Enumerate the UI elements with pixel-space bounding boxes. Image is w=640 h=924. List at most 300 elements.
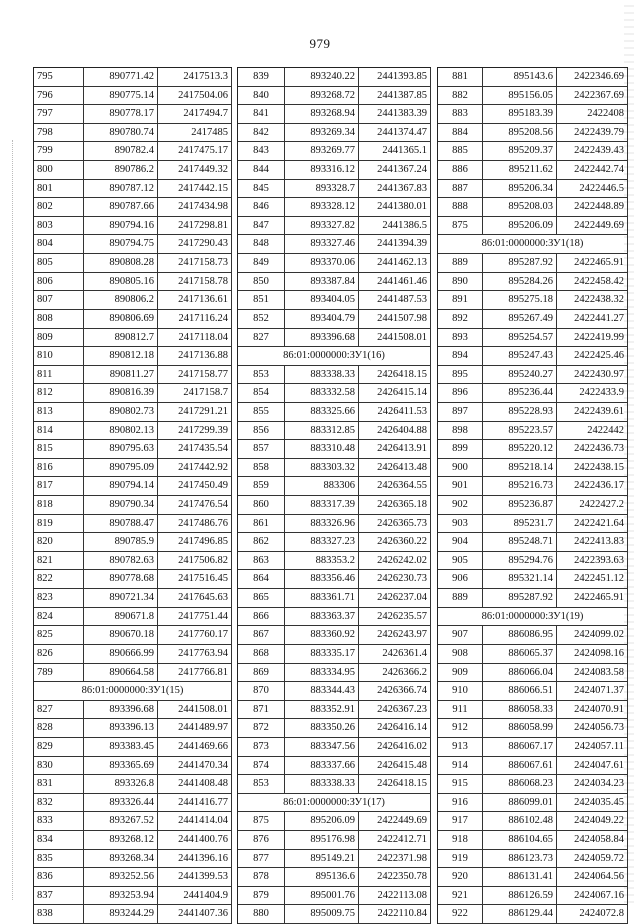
- y-coordinate-cell: 2441462.13: [359, 254, 431, 272]
- point-number-cell: 903: [438, 515, 483, 533]
- x-coordinate-cell: 883306: [285, 477, 359, 495]
- y-coordinate-cell: 2417118.04: [158, 329, 232, 347]
- point-number-cell: 920: [438, 868, 483, 886]
- y-coordinate-cell: 2417506.82: [158, 552, 232, 570]
- y-coordinate-cell: 2422346.69: [557, 68, 628, 86]
- table-row: [34, 235, 232, 254]
- point-number-cell: 912: [438, 719, 483, 737]
- y-coordinate-cell: 2441386.5: [359, 217, 431, 235]
- x-coordinate-cell: 890794.75: [84, 235, 158, 253]
- point-number-cell: 828: [34, 719, 84, 737]
- point-number-cell: 826: [34, 645, 84, 663]
- table-row: [34, 570, 232, 589]
- table-row: [34, 701, 232, 720]
- point-number-cell: 858: [238, 459, 285, 477]
- point-number-cell: 841: [238, 105, 285, 123]
- x-coordinate-cell: 883317.39: [285, 496, 359, 514]
- table-row: [238, 812, 431, 831]
- x-coordinate-cell: 886131.41: [483, 868, 557, 886]
- parcel-section-heading: [438, 608, 628, 627]
- x-coordinate-cell: 890790.34: [84, 496, 158, 514]
- y-coordinate-cell: 2441393.85: [359, 68, 431, 86]
- point-number-cell: 884: [438, 124, 483, 142]
- table-row: [34, 142, 232, 161]
- table-row: [438, 868, 628, 887]
- table-row: [438, 477, 628, 496]
- x-coordinate-cell: 886058.99: [483, 719, 557, 737]
- x-coordinate-cell: 893326.44: [84, 794, 158, 812]
- table-row: [238, 645, 431, 664]
- point-number-cell: 820: [34, 533, 84, 551]
- table-row: [438, 105, 628, 124]
- table-row: [238, 757, 431, 776]
- x-coordinate-cell: 883325.66: [285, 403, 359, 421]
- y-coordinate-cell: 2422458.42: [557, 273, 628, 291]
- point-number-cell: 824: [34, 608, 84, 626]
- y-coordinate-cell: 2422421.64: [557, 515, 628, 533]
- x-coordinate-cell: 890816.39: [84, 384, 158, 402]
- x-coordinate-cell: 893396.68: [285, 329, 359, 347]
- y-coordinate-cell: 2441367.83: [359, 180, 431, 198]
- table-row: [34, 217, 232, 236]
- table-row: [238, 273, 431, 292]
- y-coordinate-cell: 2422436.73: [557, 440, 628, 458]
- x-coordinate-cell: 890666.99: [84, 645, 158, 663]
- x-coordinate-cell: 893268.94: [285, 105, 359, 123]
- table-row: [238, 235, 431, 254]
- table-row: [238, 533, 431, 552]
- point-number-cell: 864: [238, 570, 285, 588]
- point-number-cell: 916: [438, 794, 483, 812]
- table-row: [238, 384, 431, 403]
- y-coordinate-cell: 2422439.79: [557, 124, 628, 142]
- y-coordinate-cell: 2426361.4: [359, 645, 431, 663]
- y-coordinate-cell: 2422441.27: [557, 310, 628, 328]
- table-row: [438, 384, 628, 403]
- y-coordinate-cell: 2417158.78: [158, 273, 232, 291]
- x-coordinate-cell: 895208.03: [483, 198, 557, 216]
- x-coordinate-cell: 890786.2: [84, 161, 158, 179]
- table-row: [34, 794, 232, 813]
- x-coordinate-cell: 883352.91: [285, 701, 359, 719]
- point-number-cell: 823: [34, 589, 84, 607]
- point-number-cell: 881: [438, 68, 483, 86]
- y-coordinate-cell: 2422438.32: [557, 291, 628, 309]
- point-number-cell: 850: [238, 273, 285, 291]
- y-coordinate-cell: 2422438.15: [557, 459, 628, 477]
- y-coordinate-cell: 2441408.48: [158, 775, 232, 793]
- x-coordinate-cell: 890671.8: [84, 608, 158, 626]
- y-coordinate-cell: 2426237.04: [359, 589, 431, 607]
- y-coordinate-cell: 2424072.8: [557, 905, 628, 923]
- point-number-cell: 804: [34, 235, 84, 253]
- point-number-cell: 911: [438, 701, 483, 719]
- table-row: [438, 533, 628, 552]
- point-number-cell: 883: [438, 105, 483, 123]
- y-coordinate-cell: 2417434.98: [158, 198, 232, 216]
- y-coordinate-cell: 2441400.76: [158, 831, 232, 849]
- point-number-cell: 870: [238, 682, 285, 700]
- x-coordinate-cell: 893244.29: [84, 905, 158, 923]
- y-coordinate-cell: 2424047.61: [557, 757, 628, 775]
- y-coordinate-cell: 2426360.22: [359, 533, 431, 551]
- parcel-section-heading: [238, 794, 431, 813]
- y-coordinate-cell: 2426415.14: [359, 384, 431, 402]
- point-number-cell: 821: [34, 552, 84, 570]
- x-coordinate-cell: 893404.79: [285, 310, 359, 328]
- x-coordinate-cell: 893396.13: [84, 719, 158, 737]
- x-coordinate-cell: 895176.98: [285, 831, 359, 849]
- point-number-cell: 835: [34, 850, 84, 868]
- point-number-cell: 843: [238, 142, 285, 160]
- table-row: [238, 477, 431, 496]
- y-coordinate-cell: 2426416.14: [359, 719, 431, 737]
- point-number-cell: 829: [34, 738, 84, 756]
- point-number-cell: 882: [438, 87, 483, 105]
- x-coordinate-cell: 890805.16: [84, 273, 158, 291]
- point-number-cell: 872: [238, 719, 285, 737]
- point-number-cell: 913: [438, 738, 483, 756]
- y-coordinate-cell: 2422433.9: [557, 384, 628, 402]
- x-coordinate-cell: 883347.56: [285, 738, 359, 756]
- x-coordinate-cell: 883334.95: [285, 664, 359, 682]
- x-coordinate-cell: 893269.77: [285, 142, 359, 160]
- table-row: [238, 868, 431, 887]
- x-coordinate-cell: 886058.33: [483, 701, 557, 719]
- table-row: [438, 887, 628, 906]
- table-row: [34, 533, 232, 552]
- table-row: [34, 384, 232, 403]
- x-coordinate-cell: 895136.6: [285, 868, 359, 886]
- x-coordinate-cell: 895294.76: [483, 552, 557, 570]
- table-row: [34, 831, 232, 850]
- point-number-cell: 849: [238, 254, 285, 272]
- y-coordinate-cell: 2424067.16: [557, 887, 628, 905]
- point-number-cell: 811: [34, 366, 84, 384]
- y-coordinate-cell: 2417298.81: [158, 217, 232, 235]
- point-number-cell: 919: [438, 850, 483, 868]
- x-coordinate-cell: 890812.7: [84, 329, 158, 347]
- table-row: [438, 254, 628, 273]
- x-coordinate-cell: 890802.73: [84, 403, 158, 421]
- point-number-cell: 854: [238, 384, 285, 402]
- table-row: [238, 142, 431, 161]
- y-coordinate-cell: 2417435.54: [158, 440, 232, 458]
- table-row: [438, 589, 628, 608]
- point-number-cell: 812: [34, 384, 84, 402]
- table-row: [238, 105, 431, 124]
- table-row: [238, 161, 431, 180]
- y-coordinate-cell: 2422439.61: [557, 403, 628, 421]
- y-coordinate-cell: 2422412.71: [359, 831, 431, 849]
- table-row: [438, 68, 628, 87]
- table-row: [438, 719, 628, 738]
- point-number-cell: 897: [438, 403, 483, 421]
- point-number-cell: 808: [34, 310, 84, 328]
- y-coordinate-cell: 2424098.16: [557, 645, 628, 663]
- table-row: [438, 180, 628, 199]
- x-coordinate-cell: 895287.92: [483, 589, 557, 607]
- x-coordinate-cell: 895236.44: [483, 384, 557, 402]
- x-coordinate-cell: 895209.37: [483, 142, 557, 160]
- x-coordinate-cell: 886129.44: [483, 905, 557, 923]
- parcel-id-label: 86:01:0000000:ЗУ1(19): [438, 608, 628, 626]
- point-number-cell: 795: [34, 68, 84, 86]
- point-number-cell: 876: [238, 831, 285, 849]
- table-row: [238, 887, 431, 906]
- x-coordinate-cell: 883363.37: [285, 608, 359, 626]
- x-coordinate-cell: 886067.17: [483, 738, 557, 756]
- y-coordinate-cell: 2426235.57: [359, 608, 431, 626]
- x-coordinate-cell: 895284.26: [483, 273, 557, 291]
- table-row: [438, 291, 628, 310]
- y-coordinate-cell: 2441383.39: [359, 105, 431, 123]
- point-number-cell: 827: [238, 329, 285, 347]
- table-row: [34, 757, 232, 776]
- x-coordinate-cell: 893327.82: [285, 217, 359, 235]
- y-coordinate-cell: 2441508.01: [359, 329, 431, 347]
- x-coordinate-cell: 890806.2: [84, 291, 158, 309]
- y-coordinate-cell: 2422110.84: [359, 905, 431, 923]
- y-coordinate-cell: 2441469.66: [158, 738, 232, 756]
- y-coordinate-cell: 2426415.48: [359, 757, 431, 775]
- y-coordinate-cell: 2422439.43: [557, 142, 628, 160]
- table-row: [438, 645, 628, 664]
- table-row: [34, 850, 232, 869]
- x-coordinate-cell: 886066.04: [483, 664, 557, 682]
- table-row: [438, 850, 628, 869]
- table-row: [34, 161, 232, 180]
- point-number-cell: 889: [438, 254, 483, 272]
- table-row: [438, 794, 628, 813]
- x-coordinate-cell: 886102.48: [483, 812, 557, 830]
- point-number-cell: 878: [238, 868, 285, 886]
- point-number-cell: 840: [238, 87, 285, 105]
- x-coordinate-cell: 886126.59: [483, 887, 557, 905]
- y-coordinate-cell: 2417449.32: [158, 161, 232, 179]
- x-coordinate-cell: 895156.05: [483, 87, 557, 105]
- y-coordinate-cell: 2417442.15: [158, 180, 232, 198]
- y-coordinate-cell: 2417158.73: [158, 254, 232, 272]
- y-coordinate-cell: 2422465.91: [557, 254, 628, 272]
- table-row: [438, 552, 628, 571]
- x-coordinate-cell: 886086.95: [483, 626, 557, 644]
- x-coordinate-cell: 895240.27: [483, 366, 557, 384]
- table-row: [438, 329, 628, 348]
- table-row: [438, 459, 628, 478]
- x-coordinate-cell: 895208.56: [483, 124, 557, 142]
- table-row: [238, 68, 431, 87]
- y-coordinate-cell: 2417290.43: [158, 235, 232, 253]
- y-coordinate-cell: 2424099.02: [557, 626, 628, 644]
- x-coordinate-cell: 883360.92: [285, 626, 359, 644]
- table-row: [438, 515, 628, 534]
- x-coordinate-cell: 890811.27: [84, 366, 158, 384]
- point-number-cell: 898: [438, 422, 483, 440]
- table-row: [238, 198, 431, 217]
- point-number-cell: 847: [238, 217, 285, 235]
- point-number-cell: 822: [34, 570, 84, 588]
- point-number-cell: 789: [34, 664, 84, 682]
- point-number-cell: 875: [438, 217, 483, 235]
- y-coordinate-cell: 2426418.15: [359, 775, 431, 793]
- table-row: [438, 440, 628, 459]
- y-coordinate-cell: 2426366.74: [359, 682, 431, 700]
- y-coordinate-cell: 2441416.77: [158, 794, 232, 812]
- table-row: [438, 161, 628, 180]
- point-number-cell: 879: [238, 887, 285, 905]
- point-number-cell: 815: [34, 440, 84, 458]
- table-row: [34, 664, 232, 683]
- x-coordinate-cell: 890785.9: [84, 533, 158, 551]
- table-row: [238, 124, 431, 143]
- table-row: [238, 459, 431, 478]
- table-row: [34, 422, 232, 441]
- x-coordinate-cell: 895211.62: [483, 161, 557, 179]
- table-row: [438, 142, 628, 161]
- point-number-cell: 819: [34, 515, 84, 533]
- y-coordinate-cell: 2417158.7: [158, 384, 232, 402]
- x-coordinate-cell: 895321.14: [483, 570, 557, 588]
- table-row: [438, 626, 628, 645]
- table-row: [34, 608, 232, 627]
- x-coordinate-cell: 893268.72: [285, 87, 359, 105]
- y-coordinate-cell: 2441407.36: [158, 905, 232, 923]
- x-coordinate-cell: 893328.7: [285, 180, 359, 198]
- parcel-section-heading: [238, 347, 431, 366]
- point-number-cell: 908: [438, 645, 483, 663]
- table-row: [438, 347, 628, 366]
- point-number-cell: 863: [238, 552, 285, 570]
- table-row: [438, 570, 628, 589]
- y-coordinate-cell: 2441404.9: [158, 887, 232, 905]
- table-row: [238, 775, 431, 794]
- parcel-section-heading: [438, 235, 628, 254]
- table-row: [438, 757, 628, 776]
- y-coordinate-cell: 2422419.99: [557, 329, 628, 347]
- point-number-cell: 807: [34, 291, 84, 309]
- point-number-cell: 800: [34, 161, 84, 179]
- table-row: [34, 645, 232, 664]
- x-coordinate-cell: 893269.34: [285, 124, 359, 142]
- y-coordinate-cell: 2417158.77: [158, 366, 232, 384]
- point-number-cell: 886: [438, 161, 483, 179]
- point-number-cell: 805: [34, 254, 84, 272]
- point-number-cell: 865: [238, 589, 285, 607]
- y-coordinate-cell: 2441461.46: [359, 273, 431, 291]
- table-row: [438, 682, 628, 701]
- table-row: [238, 291, 431, 310]
- x-coordinate-cell: 890771.42: [84, 68, 158, 86]
- table-row: [238, 254, 431, 273]
- table-row: [238, 217, 431, 236]
- y-coordinate-cell: 2441367.24: [359, 161, 431, 179]
- x-coordinate-cell: 890808.28: [84, 254, 158, 272]
- point-number-cell: 889: [438, 589, 483, 607]
- x-coordinate-cell: 895216.73: [483, 477, 557, 495]
- point-number-cell: 818: [34, 496, 84, 514]
- table-row: [438, 422, 628, 441]
- y-coordinate-cell: 2417751.44: [158, 608, 232, 626]
- x-coordinate-cell: 895275.18: [483, 291, 557, 309]
- parcel-id-label: 86:01:0000000:ЗУ1(15): [34, 682, 232, 700]
- point-number-cell: 832: [34, 794, 84, 812]
- y-coordinate-cell: 2426367.23: [359, 701, 431, 719]
- y-coordinate-cell: 2441508.01: [158, 701, 232, 719]
- point-number-cell: 814: [34, 422, 84, 440]
- x-coordinate-cell: 893268.12: [84, 831, 158, 849]
- y-coordinate-cell: 2426365.18: [359, 496, 431, 514]
- y-coordinate-cell: 2422449.69: [557, 217, 628, 235]
- point-number-cell: 873: [238, 738, 285, 756]
- point-number-cell: 844: [238, 161, 285, 179]
- y-coordinate-cell: 2417291.21: [158, 403, 232, 421]
- x-coordinate-cell: 890782.63: [84, 552, 158, 570]
- table-row: [438, 273, 628, 292]
- x-coordinate-cell: 893327.46: [285, 235, 359, 253]
- x-coordinate-cell: 893240.22: [285, 68, 359, 86]
- x-coordinate-cell: 890795.09: [84, 459, 158, 477]
- table-row: [238, 589, 431, 608]
- x-coordinate-cell: 895183.39: [483, 105, 557, 123]
- table-row: [238, 366, 431, 385]
- coordinate-table-column-2: [237, 67, 431, 924]
- y-coordinate-cell: 2426366.2: [359, 664, 431, 682]
- point-number-cell: 893: [438, 329, 483, 347]
- table-row: [238, 738, 431, 757]
- table-row: [34, 347, 232, 366]
- x-coordinate-cell: 890794.16: [84, 217, 158, 235]
- point-number-cell: 839: [238, 68, 285, 86]
- scan-edge-mark-left: [12, 140, 14, 900]
- point-number-cell: 922: [438, 905, 483, 923]
- x-coordinate-cell: 893383.45: [84, 738, 158, 756]
- x-coordinate-cell: 893404.05: [285, 291, 359, 309]
- table-row: [238, 719, 431, 738]
- parcel-id-label: 86:01:0000000:ЗУ1(16): [238, 347, 431, 365]
- y-coordinate-cell: 2417476.54: [158, 496, 232, 514]
- x-coordinate-cell: 895231.7: [483, 515, 557, 533]
- table-row: [238, 905, 431, 924]
- x-coordinate-cell: 883337.66: [285, 757, 359, 775]
- x-coordinate-cell: 883338.33: [285, 366, 359, 384]
- table-row: [34, 477, 232, 496]
- x-coordinate-cell: 893253.94: [84, 887, 158, 905]
- table-row: [34, 198, 232, 217]
- table-row: [34, 180, 232, 199]
- x-coordinate-cell: 890778.68: [84, 570, 158, 588]
- x-coordinate-cell: 895247.43: [483, 347, 557, 365]
- point-number-cell: 809: [34, 329, 84, 347]
- y-coordinate-cell: 2417450.49: [158, 477, 232, 495]
- point-number-cell: 796: [34, 87, 84, 105]
- x-coordinate-cell: 883350.26: [285, 719, 359, 737]
- point-number-cell: 833: [34, 812, 84, 830]
- x-coordinate-cell: 893316.12: [285, 161, 359, 179]
- table-row: [238, 664, 431, 683]
- y-coordinate-cell: 2417494.7: [158, 105, 232, 123]
- x-coordinate-cell: 895248.71: [483, 533, 557, 551]
- y-coordinate-cell: 2417645.63: [158, 589, 232, 607]
- table-row: [238, 87, 431, 106]
- point-number-cell: 888: [438, 198, 483, 216]
- y-coordinate-cell: 2441487.53: [359, 291, 431, 309]
- point-number-cell: 871: [238, 701, 285, 719]
- point-number-cell: 857: [238, 440, 285, 458]
- y-coordinate-cell: 2424083.58: [557, 664, 628, 682]
- point-number-cell: 852: [238, 310, 285, 328]
- x-coordinate-cell: 883326.96: [285, 515, 359, 533]
